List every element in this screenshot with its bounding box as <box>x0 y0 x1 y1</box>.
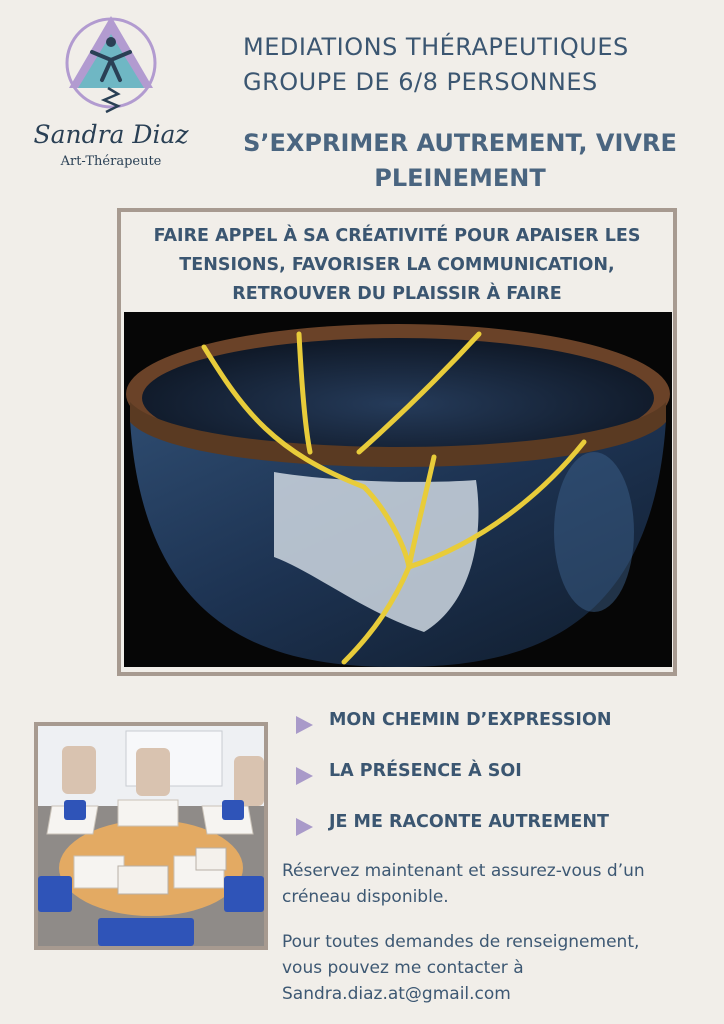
subtitle-line: PLEINEMENT <box>374 164 546 192</box>
logo <box>22 8 200 180</box>
subtitle <box>220 126 700 196</box>
contact-text <box>282 929 702 1007</box>
group-room-photo <box>34 722 268 950</box>
logo-name: Sandra Diaz <box>33 120 189 149</box>
feature-line: FAIRE APPEL À SA CRÉATIVITÉ POUR APAISER LES <box>153 226 641 246</box>
contact-email-link[interactable]: Sandra.diaz.at@gmail.com <box>282 984 511 1004</box>
kintsugi-bowl-image <box>124 312 672 667</box>
booking-text <box>282 858 702 910</box>
triangle-bullet-icon <box>296 767 313 785</box>
triangle-bullet-icon <box>296 818 313 836</box>
bullet-label: JE ME RACONTE AUTREMENT <box>329 812 609 832</box>
contact-line: vous pouvez me contacter à <box>282 958 524 978</box>
logo-emblem-icon <box>22 8 200 120</box>
title-line: GROUPE DE 6/8 PERSONNES <box>243 68 598 96</box>
subtitle-line: S’EXPRIMER AUTREMENT, VIVRE <box>243 129 677 157</box>
title-line: MEDIATIONS THÉRAPEUTIQUES <box>243 33 629 61</box>
page-title <box>243 30 629 100</box>
triangle-bullet-icon <box>296 716 313 734</box>
logo-subtitle: Art-Thérapeute <box>60 154 162 169</box>
contact-line: Pour toutes demandes de renseignement, <box>282 932 640 952</box>
booking-line: Réservez maintenant et assurez-vous d’un <box>282 861 645 881</box>
booking-line: créneau disponible. <box>282 887 449 907</box>
bullet-label: LA PRÉSENCE À SOI <box>329 761 522 781</box>
feature-line: RETROUVER DU PLAISSIR À FAIRE <box>232 284 562 304</box>
feature-line: TENSIONS, FAVORISER LA COMMUNICATION, <box>179 255 615 275</box>
feature-text <box>121 222 673 309</box>
bullet-label: MON CHEMIN D’EXPRESSION <box>329 710 612 730</box>
